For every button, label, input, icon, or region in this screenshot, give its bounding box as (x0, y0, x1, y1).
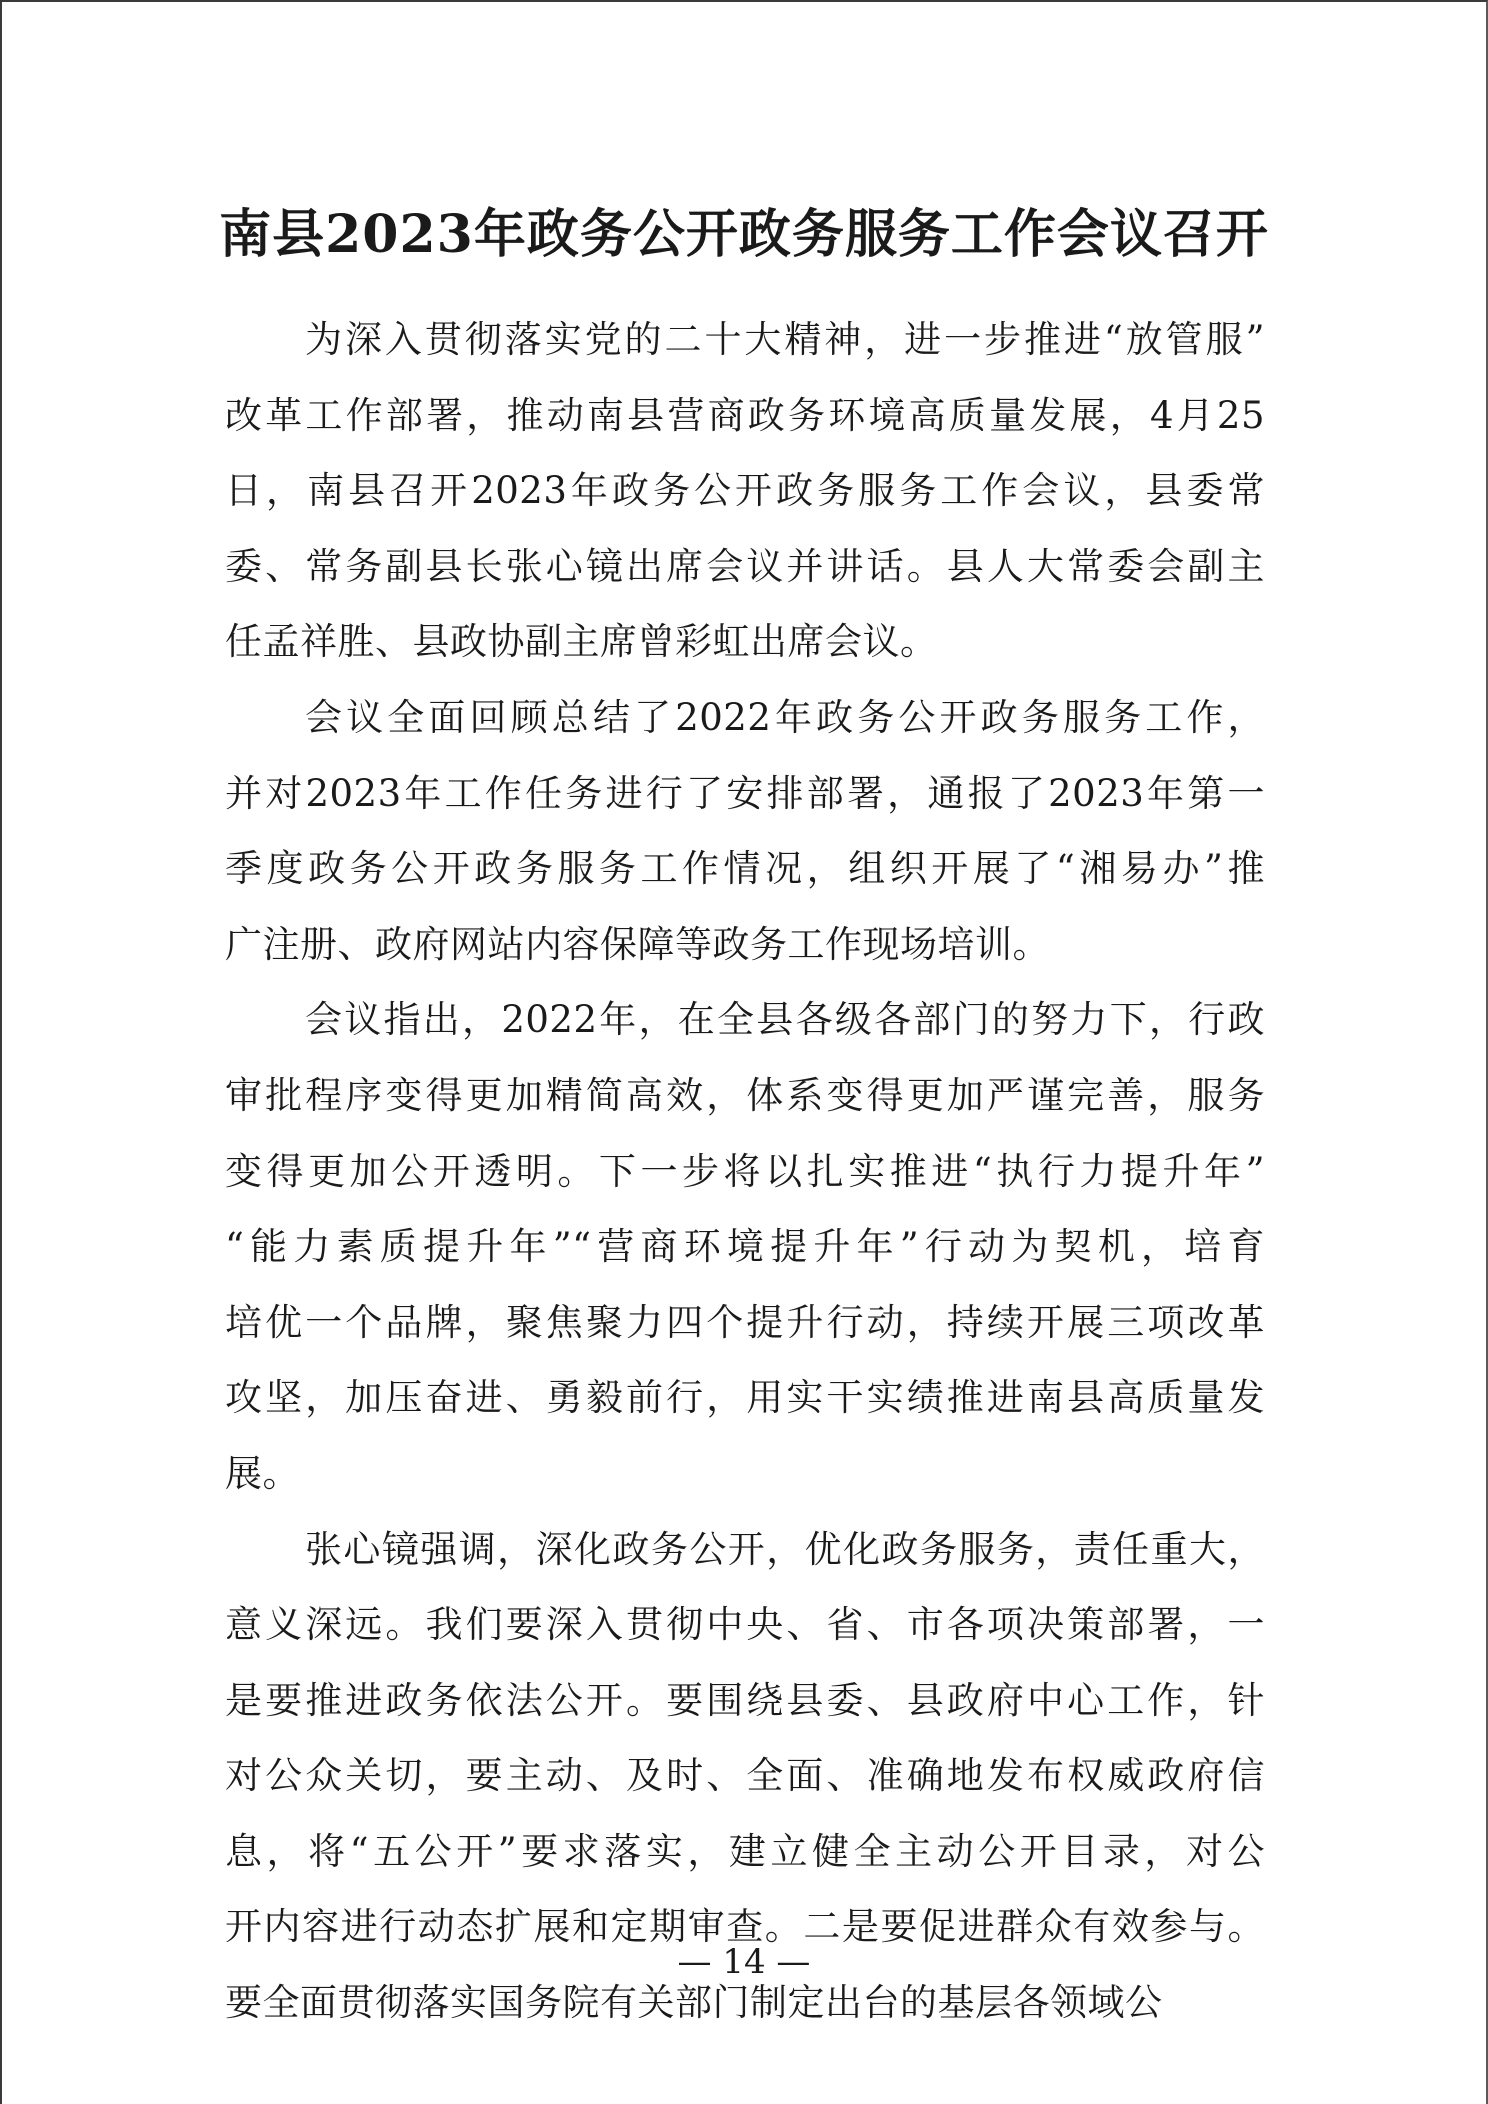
paragraph (225, 302, 1265, 680)
text-line: 日，南县召开2023年政务公开政务服务工作会议，县委常 (225, 469, 1265, 513)
text-line: 广注册、政府网站内容保障等政务工作现场培训。 (225, 922, 1050, 966)
text-line: 会议指出，2022年，在全县各级各部门的努力下，行政 (305, 998, 1265, 1042)
text-line: 意义深远。我们要深入贯彻中央、省、市各项决策部署，一 (225, 1603, 1265, 1647)
text-line: 改革工作部署，推动南县营商政务环境高质量发展，4月25 (225, 393, 1265, 437)
text-line: 变得更加公开透明。下一步将以扎实推进“执行力提升年” (225, 1149, 1265, 1193)
text-line: 委、常务副县长张心镜出席会议并讲话。县人大常委会副主 (225, 544, 1265, 588)
paragraph (225, 982, 1265, 1511)
page-number: — 14 — (677, 1942, 811, 1982)
text-line: 展。 (225, 1451, 300, 1495)
paragraph (225, 680, 1265, 982)
text-line: 任孟祥胜、县政协副主席曾彩虹出席会议。 (225, 620, 938, 664)
document-title: 南县2023年政务公开政务服务工作会议召开 (219, 204, 1269, 265)
text-line: 开内容进行动态扩展和定期审查。二是要促进群众有效参与。 (225, 1905, 1265, 1949)
text-line: 对公众关切，要主动、及时、全面、准确地发布权威政府信 (225, 1754, 1265, 1798)
text-line: 培优一个品牌，聚焦聚力四个提升行动，持续开展三项改革 (225, 1300, 1265, 1344)
text-line: 为深入贯彻落实党的二十大精神，进一步推进“放管服” (305, 318, 1265, 361)
text-line: 季度政务公开政务服务工作情况，组织开展了“湘易办”推 (225, 847, 1265, 891)
text-line: 会议全面回顾总结了2022年政务公开政务服务工作， (305, 695, 1265, 739)
text-line: 攻坚，加压奋进、勇毅前行，用实干实绩推进南县高质量发 (225, 1376, 1265, 1420)
text-line: 要全面贯彻落实国务院有关部门制定出台的基层各领域公 (225, 1981, 1163, 2025)
text-line: 审批程序变得更加精简高效，体系变得更加严谨完善，服务 (225, 1073, 1265, 1117)
text-line: 张心镜强调，深化政务公开，优化政务服务，责任重大， (305, 1527, 1265, 1571)
text-line: “能力素质提升年”“营商环境提升年”行动为契机，培育 (225, 1225, 1265, 1269)
text-line: 并对2023年工作任务进行了安排部署，通报了2023年第一 (225, 771, 1265, 815)
text-line: 是要推进政务依法公开。要围绕县委、县政府中心工作，针 (225, 1678, 1265, 1722)
document-body (225, 302, 1265, 2041)
text-line: 息，将“五公开”要求落实，建立健全主动公开目录，对公 (225, 1829, 1265, 1873)
